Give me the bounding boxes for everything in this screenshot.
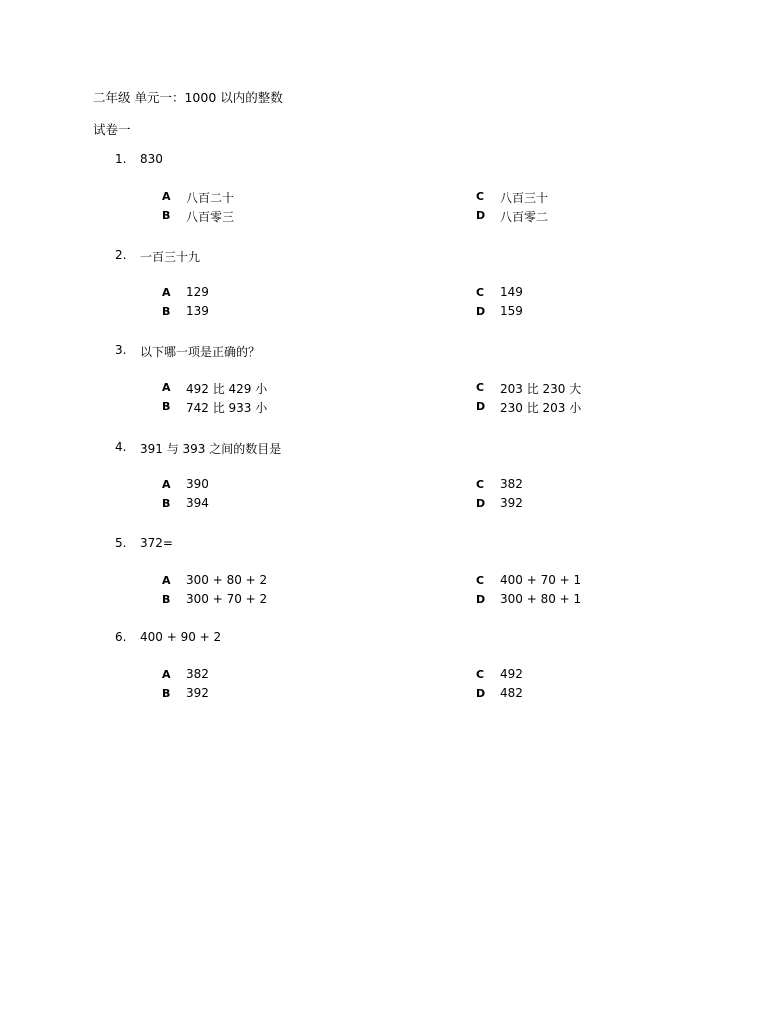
option-text: 492 [500,667,523,681]
option-letter: C [476,381,485,394]
option-letter: A [162,190,171,203]
option-text: 492 比 429 小 [186,382,268,396]
question-number: 3. [115,343,127,357]
option-text: 394 [186,496,209,510]
question-number: 2. [115,248,127,262]
option-text: 149 [500,285,523,299]
option-letter: D [476,497,486,510]
question-text: 391 与 393 之间的数目是 [140,442,282,456]
option-text: 八百零二 [500,210,549,224]
document-title: 二年级 单元一：1000 以内的整数 [93,90,283,105]
option-letter: A [162,478,171,491]
option-text: 742 比 933 小 [186,401,268,415]
option-text: 八百零三 [186,210,235,224]
option-letter: A [162,574,171,587]
option-text: 382 [186,667,209,681]
option-text: 392 [500,496,523,510]
option-text: 八百三十 [500,191,549,205]
option-letter: B [162,497,171,510]
option-letter: B [162,209,171,222]
question-text: 一百三十九 [140,250,201,264]
option-letter: A [162,286,171,299]
question-text: 372= [140,536,173,550]
option-text: 八百二十 [186,191,235,205]
question-number: 6. [115,630,127,644]
option-text: 482 [500,686,523,700]
option-letter: D [476,209,486,222]
option-letter: D [476,305,486,318]
option-letter: D [476,400,486,413]
option-letter: B [162,593,171,606]
option-letter: B [162,400,171,413]
option-text: 300 + 80 + 2 [186,573,268,587]
option-text: 300 + 70 + 2 [186,592,268,606]
option-text: 230 比 203 小 [500,401,582,415]
paper-label: 试卷一 [93,122,131,137]
option-letter: C [476,478,485,491]
option-letter: C [476,190,485,203]
option-letter: C [476,286,485,299]
option-letter: D [476,687,486,700]
option-text: 300 + 80 + 1 [500,592,582,606]
option-text: 203 比 230 大 [500,382,582,396]
option-letter: C [476,574,485,587]
question-number: 4. [115,440,127,454]
option-text: 392 [186,686,209,700]
option-text: 400 + 70 + 1 [500,573,582,587]
option-letter: B [162,305,171,318]
option-text: 382 [500,477,523,491]
question-number: 1. [115,152,127,166]
option-text: 129 [186,285,209,299]
option-letter: A [162,668,171,681]
option-text: 139 [186,304,209,318]
option-letter: A [162,381,171,394]
question-text: 400 + 90 + 2 [140,630,222,644]
question-text: 830 [140,152,163,166]
question-text: 以下哪一项是正确的？ [140,345,261,359]
option-letter: B [162,687,171,700]
option-text: 390 [186,477,209,491]
option-letter: C [476,668,485,681]
option-text: 159 [500,304,523,318]
question-number: 5. [115,536,127,550]
option-letter: D [476,593,486,606]
